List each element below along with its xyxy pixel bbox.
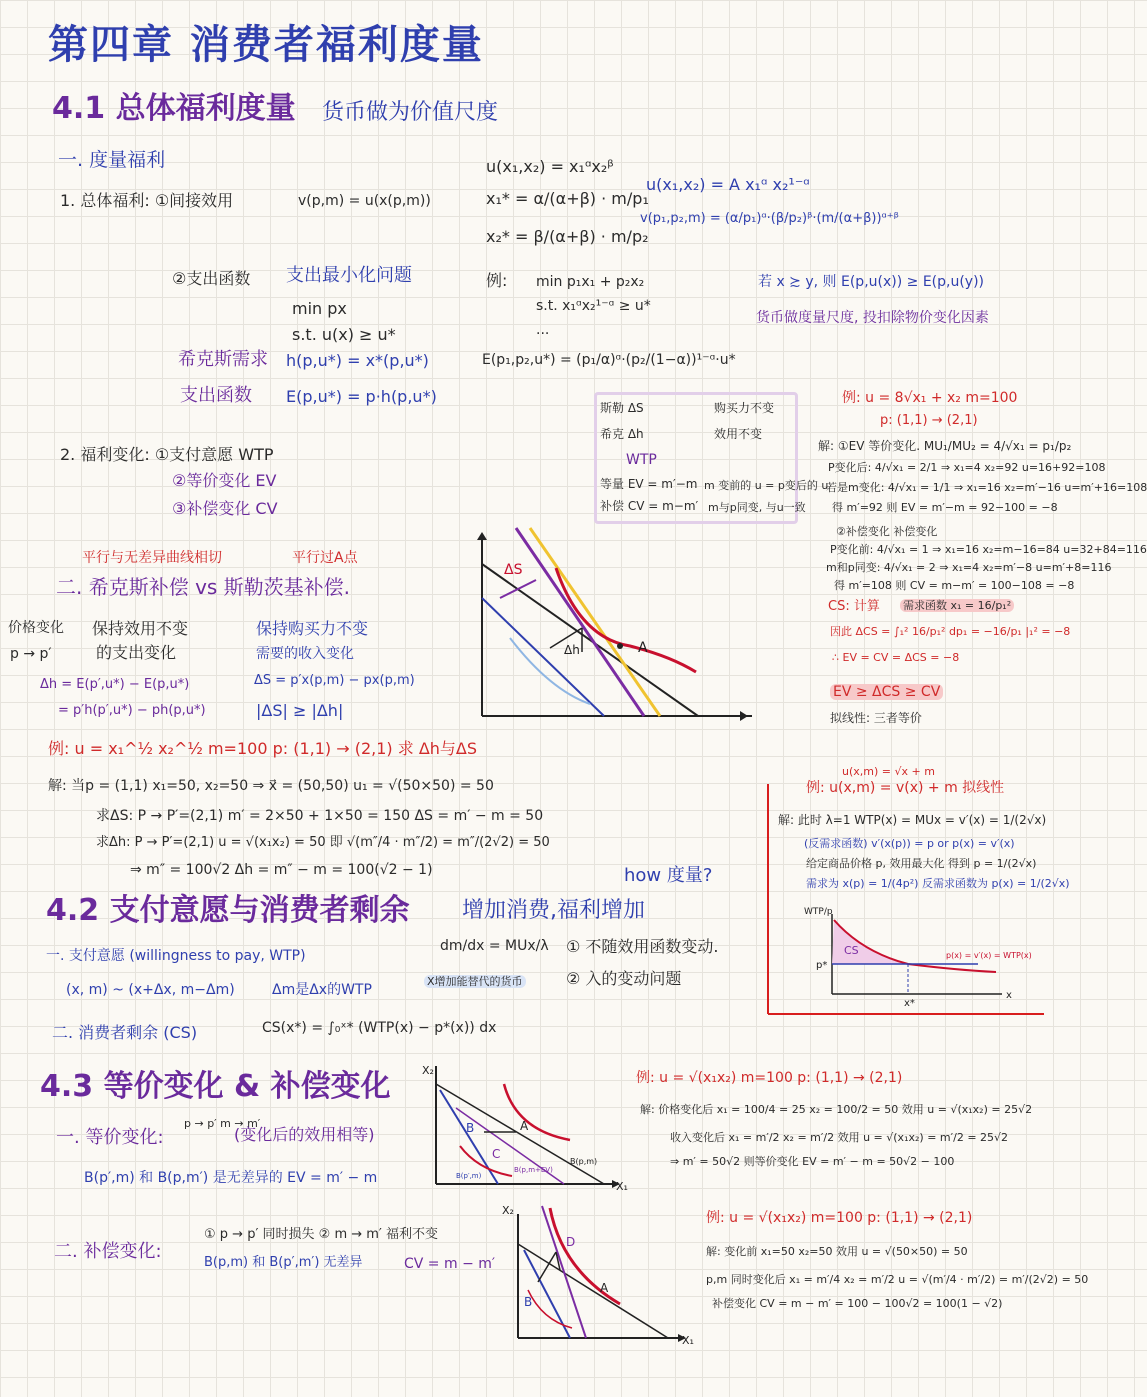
section-4-1-title: 4.1 总体福利度量 — [52, 91, 296, 126]
ex3-line-2: 收入变化后 x₁ = m′/2 x₂ = m′/2 效用 u = √(x₁x₂) = m′/2 = 25√2 — [670, 1131, 1009, 1144]
box-hicks-note: 效用不变 — [714, 427, 763, 441]
quasilinear-graph — [766, 784, 1048, 1016]
section-4-2-title: 4.2 支付意愿与消费者剩余 — [46, 893, 410, 928]
ex1-result: ∴ EV = CV = ΔCS = −8 — [832, 651, 960, 664]
expenditure-function-label: ②支出函数 — [172, 269, 251, 288]
ex4-line-2: p,m 同时变化后 x₁ = m′/4 x₂ = m′/2 u = √(m′/4 · m′/2) = m′/(2√2) = 50 — [706, 1273, 1089, 1286]
ex2-step-2: 求ΔS: P → P′=(2,1) m′ = 2×50 + 1×50 = 150 ΔS = m′ − m = 50 — [96, 808, 544, 824]
ex1-line-1: 解: ①EV 等价变化. MU₁/MU₂ = 4/√x₁ = p₁/p₂ — [818, 439, 1072, 453]
cd-indirect-utility: v(p₁,p₂,m) = (α/p₁)ᵅ·(β/p₂)ᵝ·(m/(α+β))ᵅ⁺ᵝ — [640, 211, 899, 226]
ev-axis-x1: X₁ — [616, 1180, 628, 1193]
graph1-budget-slutsky — [530, 528, 660, 716]
cd-x1-demand: x₁* = α/(α+β) · m/p₁ — [486, 189, 649, 208]
hicks-desc-1: 保持效用不变 — [92, 619, 189, 638]
box-hicks: 希克 Δh — [600, 427, 644, 441]
cv-axis-x2: X₂ — [502, 1204, 514, 1217]
ql-xstar-label: x* — [904, 998, 915, 1009]
ex1-line-3: 若是m变化: 4/√x₁ = 1/1 ⇒ x₁=16 x₂=m′−16 u=m′+16=108 — [826, 481, 1147, 494]
box-ev-note: m 变前的 u = p变后的 u — [704, 479, 829, 492]
ql-top: u(x,m) = √x + m — [842, 765, 935, 778]
ex1-title: 例: u = 8√x₁ + x₂ m=100 — [842, 390, 1018, 406]
ex2-step-4: ⇒ m″ = 100√2 Δh = m″ − m = 100(√2 − 1) — [130, 862, 433, 878]
ex1-line-7: m和p同变: 4/√x₁ = 2 ⇒ x₁=4 x₂=m′−8 u=m′+8=116 — [826, 561, 1112, 574]
ql-line-4: 需求为 x(p) = 1/(4p²) 反需求函数为 p(x) = 1/(2√x) — [806, 877, 1070, 890]
cd-x2-demand: x₂* = β/(α+β) · m/p₂ — [486, 227, 649, 246]
hicks-desc-2: 的支出变化 — [96, 643, 177, 662]
wtp-note-2: ② 入的变动问题 — [566, 969, 682, 988]
cs-heading: 二. 消费者剩余 (CS) — [52, 1023, 198, 1042]
graph1-budget-original — [482, 564, 698, 716]
cv-change: ① p → p′ 同时损失 ② m → m′ 福利不变 — [204, 1227, 439, 1242]
ex1-line-8: 得 m′=108 则 CV = m−m′ = 100−108 = −8 — [834, 579, 1075, 592]
ql-line-1: 解: 此时 λ=1 WTP(x) = MUx = v′(x) = 1/(2√x) — [778, 813, 1047, 827]
welfare-change-line: 2. 福利变化: ①支付意愿 WTP — [60, 445, 274, 464]
cs-formula: CS(x*) = ∫₀ˣ* (WTP(x) − p*(x)) dx — [262, 1020, 497, 1036]
measure-welfare-heading: 一. 度量福利 — [58, 149, 166, 171]
section-4-3-title: 4.3 等价变化 & 补偿变化 — [40, 1069, 391, 1104]
ev-change: p → p′ m → m′ — [184, 1117, 261, 1130]
ex3-line-1: 解: 价格变化后 x₁ = 100/4 = 25 x₂ = 100/2 = 50 效用 u = √(x₁x₂) = 25√2 — [640, 1103, 1033, 1116]
ql-line-2: (反需求函数) v′(x(p)) = p or p(x) = v′(x) — [804, 837, 1015, 850]
wtp-heading: 一. 支付意愿 (willingness to pay, WTP) — [46, 948, 306, 964]
box-cv-note: m与p同变, 与u一致 — [708, 501, 806, 514]
cd-example-label: 例: — [486, 271, 508, 290]
delta-compare: |ΔS| ≥ |Δh| — [256, 701, 344, 720]
cd-utility: u(x₁,x₂) = x₁ᵅx₂ᵝ — [486, 157, 614, 176]
cd-min: min p₁x₁ + p₂x₂ — [536, 274, 645, 290]
ex2-step-1: 解: 当p = (1,1) x₁=50, x₂=50 ⇒ x⃗ = (50,50) u₁ = √(50×50) = 50 — [48, 778, 494, 794]
ex1-quasilinear: 拟线性: 三者等价 — [830, 711, 922, 725]
ex1-line-6: P变化前: 4/√x₁ = 1 ⇒ x₁=16 x₂=m−16=84 u=32+84=116 — [830, 543, 1147, 556]
cv-line: ③补偿变化 CV — [172, 499, 278, 518]
ex2-title: 例: u = x₁^½ x₂^½ m=100 p: (1,1) → (2,1) 求 Δh与ΔS — [48, 739, 478, 758]
cv-label-a: A — [600, 1281, 609, 1295]
ql-x-label: x — [1006, 990, 1012, 1001]
hicks-slutsky-graph — [470, 528, 760, 728]
cd-note-1: 若 x ≿ y, 则 E(p,u(x)) ≥ E(p,u(y)) — [758, 274, 985, 290]
ev-heading: 一. 等价变化: — [56, 1127, 164, 1148]
ex3-title: 例: u = √(x₁x₂) m=100 p: (1,1) → (2,1) — [636, 1070, 903, 1086]
delta-h-formula-2: = p′h(p′,u*) − ph(p,u*) — [58, 703, 206, 718]
graph1-x-arrow — [740, 711, 748, 721]
ql-curve-label: p(x) = v′(x) = WTP(x) — [946, 951, 1032, 960]
wtp-note-1: ① 不随效用函数变动. — [566, 937, 719, 956]
ev-label-bpm-ev: B(p,m+EV) — [514, 1166, 553, 1174]
cv-label-b: B — [524, 1295, 533, 1309]
ex1-line-2: P变化后: 4/√x₁ = 2/1 ⇒ x₁=4 x₂=92 u=16+92=108 — [828, 461, 1106, 474]
cd-expenditure: E(p₁,p₂,u*) = (p₁/α)ᵅ·(p₂/(1−α))¹⁻ᵅ·u* — [482, 352, 736, 368]
box-slutsky: 斯勒 ΔS — [600, 401, 644, 415]
ex3-line-3: ⇒ m′ = 50√2 则等价变化 EV = m′ − m = 50√2 − 100 — [670, 1155, 955, 1168]
delta-h-formula: Δh = E(p′,u*) − E(p,u*) — [40, 677, 190, 692]
graph1-arrow-s — [500, 580, 536, 598]
cv-indiff-low — [528, 1290, 572, 1328]
expenditure-function-label-2: 支出函数 — [180, 385, 252, 406]
cv-axis-x1: X₁ — [682, 1334, 694, 1347]
section-4-1-note: 货币做为价值尺度 — [322, 100, 499, 125]
ql-y-label: WTP/p — [804, 907, 833, 917]
cv-heading: 二. 补偿变化: — [54, 1241, 162, 1262]
cv-formula: CV = m − m′ — [404, 1256, 496, 1272]
box-ev: 等量 EV = m′−m — [600, 477, 698, 491]
graph1-label-h: Δh — [564, 643, 580, 657]
ex4-line-3: 补偿变化 CV = m − m′ = 100 − 100√2 = 100(1 − √2) — [712, 1297, 1003, 1310]
ex1-demand-text: 需求函数 x₁ = 16/p₁² — [900, 599, 1014, 612]
ev-label-b: B — [466, 1121, 475, 1135]
box-wtp: WTP — [626, 452, 657, 468]
ex2-step-3: 求Δh: P → P′=(2,1) u = √(x₁x₂) = 50 即 √(m″/4 · m″/2) = m″/(2√2) = 50 — [96, 835, 550, 850]
ex1-cs-integral: 因此 ΔCS = ∫₁² 16/p₁² dp₁ = −16/p₁ |₁² = −8 — [830, 625, 1071, 638]
ex4-title: 例: u = √(x₁x₂) m=100 p: (1,1) → (2,1) — [706, 1210, 973, 1226]
ex1-ineq-text: EV ≥ ΔCS ≥ CV — [830, 684, 943, 700]
section-4-2-note: 增加消费,福利增加 — [462, 898, 645, 923]
ql-cs-label: CS — [844, 944, 859, 957]
ev-axis-x2: X₂ — [422, 1064, 434, 1077]
wtp-equivalence: (x, m) ~ (x+Δx, m−Δm) — [66, 982, 235, 998]
ql-line-3: 给定商品价格 p, 效用最大化 得到 p = 1/(2√x) — [806, 857, 1037, 870]
ex1-price: p: (1,1) → (2,1) — [880, 413, 978, 428]
ev-label-bpm-new: B(p′,m) — [456, 1172, 482, 1180]
price-change-label: 价格变化 — [8, 620, 64, 636]
expenditure-min-problem: 支出最小化问题 — [286, 265, 412, 286]
ql-cs-area — [832, 920, 908, 964]
graph1-budget-hicks — [516, 528, 644, 716]
ql-p-label: p* — [816, 960, 828, 971]
hicks-demand-label: 希克斯需求 — [178, 349, 268, 370]
ex1-line-5: ②补偿变化 补偿变化 — [836, 525, 938, 538]
cd-utility-a: u(x₁,x₂) = A x₁ᵅ x₂¹⁻ᵅ — [646, 175, 810, 194]
total-welfare-line: 1. 总体福利: ①间接效用 — [60, 191, 234, 210]
ev-label-bpm: B(p,m) — [570, 1157, 598, 1166]
section-4-2-how: how 度量? — [624, 865, 713, 886]
cv-graph — [502, 1200, 698, 1346]
graph1-label-a: A — [638, 640, 648, 656]
cd-note-2: 货币做度量尺度, 投扣除物价变化因素 — [756, 310, 989, 326]
wtp-substitute-note: X增加能替代的货币 — [424, 975, 526, 988]
ex1-cs-label: CS: 计算 — [828, 599, 880, 614]
graph1-budget-new — [482, 598, 604, 716]
st-constraint: s.t. u(x) ≥ u* — [292, 325, 396, 344]
ev-graph — [420, 1060, 636, 1196]
delta-s-formula: ΔS = p′x(p,m) − px(p,m) — [254, 673, 415, 688]
cv-budget-note: B(p,m) 和 B(p′,m′) 无差异 — [204, 1255, 363, 1270]
graph1-y-arrow — [477, 532, 487, 540]
ev-budget-note: B(p′,m) 和 B(p,m′) 是无差异的 EV = m′ − m — [84, 1170, 378, 1186]
hicks-top-note: 平行与无差异曲线相切 — [82, 550, 222, 566]
ql-title: 例: u(x,m) = v(x) + m 拟线性 — [806, 780, 1005, 796]
slutsky-desc-1: 保持购买力不变 — [256, 619, 369, 638]
slutsky-top-note: 平行过A点 — [292, 550, 358, 566]
chapter-title: 第四章 消费者福利度量 — [48, 22, 484, 68]
ev-label-c: C — [492, 1147, 501, 1161]
graph1-point-a — [617, 643, 623, 649]
ex1-line-4: 得 m′=92 则 EV = m′−m = 92−100 = −8 — [832, 501, 1058, 514]
expenditure-function-formula: E(p,u*) = p·h(p,u*) — [286, 387, 437, 406]
cd-dots: ... — [536, 322, 550, 338]
ex1-demand — [900, 600, 1014, 613]
box-cv: 补偿 CV = m−m′ — [600, 499, 699, 513]
ex1-ineq — [830, 684, 943, 700]
ev-label-a: A — [520, 1119, 529, 1133]
cv-budget-original — [518, 1244, 668, 1338]
wtp-delta-m: Δm是Δx的WTP — [272, 982, 372, 998]
price-change-arrow: p → p′ — [10, 646, 52, 662]
ex4-line-1: 解: 变化前 x₁=50 x₂=50 效用 u = √(50×50) = 50 — [706, 1245, 968, 1258]
cd-st: s.t. x₁ᵅx₂¹⁻ᵅ ≥ u* — [536, 298, 651, 314]
cv-label-d: D — [566, 1235, 576, 1249]
box-slutsky-note: 购买力不变 — [714, 401, 775, 415]
cv-indiff — [550, 1208, 620, 1304]
hicks-vs-slutsky-title: 二. 希克斯补偿 vs 斯勒茨基补偿. — [56, 575, 351, 599]
hicks-demand-formula: h(p,u*) = x*(p,u*) — [286, 351, 429, 370]
graph1-label-s: ΔS — [504, 562, 523, 578]
ev-utility-equal: (变化后的效用相等) — [234, 1125, 375, 1144]
wtp-derivative: dm/dx = MUx/λ — [440, 938, 549, 954]
slutsky-desc-2: 需要的收入变化 — [256, 646, 354, 662]
min-px: min px — [292, 299, 347, 318]
indirect-utility-formula: v(p,m) = u(x(p,m)) — [298, 193, 431, 209]
ev-line: ②等价变化 EV — [172, 471, 277, 490]
